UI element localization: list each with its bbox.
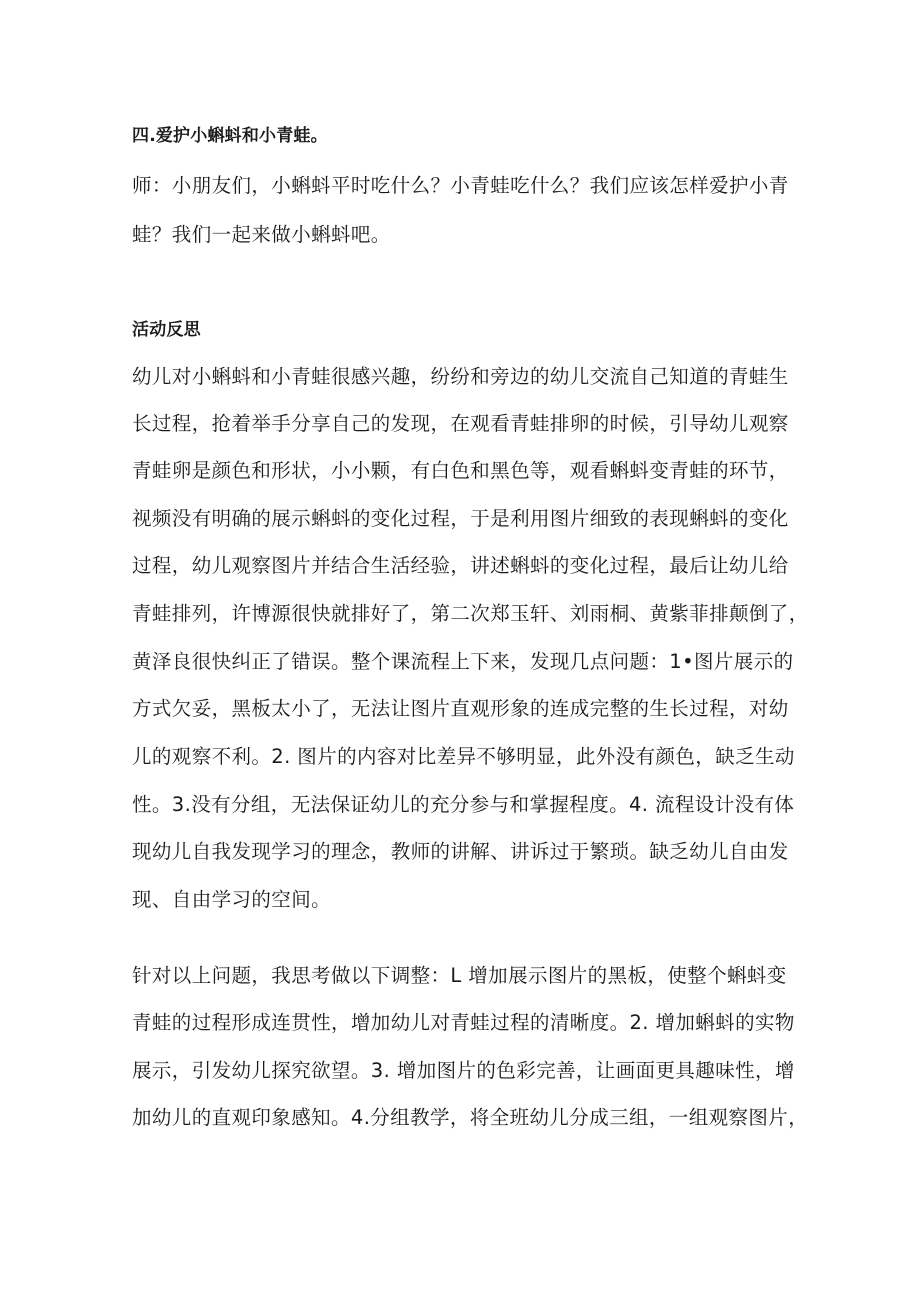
paragraph-line: 青蛙的过程形成连贯性，增加幼儿对青蛙过程的清晰度。2. 增加蝌蚪的实物 — [132, 1011, 795, 1034]
section-heading-care: 四.爱护小蝌蚪和小青蛙。 — [132, 126, 328, 146]
paragraph-line: 师：小朋友们，小蝌蚪平时吃什么？小青蛙吃什么？我们应该怎样爱护小青 — [132, 174, 789, 197]
paragraph-line: 幼儿对小蝌蚪和小青蛙很感兴趣，纷纷和旁边的幼儿交流自己知道的青蛙生 — [132, 365, 789, 388]
paragraph-line: 现幼儿自我发现学习的理念，教师的讲解、讲诉过于繁琐。缺乏幼儿自由发 — [132, 840, 789, 863]
paragraph-line: 现、自由学习的空间。 — [132, 888, 332, 911]
paragraph-line: 性。3.没有分组，无法保证幼儿的充分参与和掌握程度。4. 流程设计没有体 — [132, 793, 795, 816]
paragraph-line: 针对以上问题，我思考做以下调整：L 增加展示图片的黑板，使整个蝌蚪变 — [132, 964, 787, 987]
paragraph-line: 青蛙排列，许博源很快就排好了，第二次郑玉轩、刘雨桐、黄紫菲排颠倒了， — [132, 602, 809, 625]
paragraph-line: 青蛙卵是颜色和形状，小小颗，有白色和黑色等，观看蝌蚪变青蛙的环节， — [132, 459, 789, 482]
paragraph-line: 方式欠妥，黑板太小了，无法让图片直观形象的连成完整的生长过程，对幼 — [132, 697, 789, 720]
paragraph-line: 展示，引发幼儿探究欲望。3. 增加图片的色彩完善，让画面更具趣味性，增 — [132, 1059, 795, 1082]
paragraph-line: 蛙？我们一起来做小蝌蚪吧。 — [132, 223, 391, 246]
paragraph-line: 儿的观察不利。2. 图片的内容对比差异不够明显，此外没有颜色，缺乏生动 — [132, 745, 795, 768]
section-heading-reflection: 活动反思 — [132, 320, 201, 340]
paragraph-line: 长过程，抢着举手分享自己的发现，在观看青蛙排卵的时候，引导幼儿观察 — [132, 412, 789, 435]
paragraph-line: 黄泽良很快纠正了错误。整个课流程上下来，发现几点问题：1•图片展示的 — [132, 650, 794, 673]
paragraph-line: 加幼儿的直观印象感知。4.分组教学，将全班幼儿分成三组，一组观察图片， — [132, 1106, 809, 1129]
paragraph-line: 视频没有明确的展示蝌蚪的变化过程，于是利用图片细致的表现蝌蚪的变化 — [132, 507, 789, 530]
paragraph-line: 过程，幼儿观察图片并结合生活经验，讲述蝌蚪的变化过程，最后让幼儿给 — [132, 554, 789, 577]
